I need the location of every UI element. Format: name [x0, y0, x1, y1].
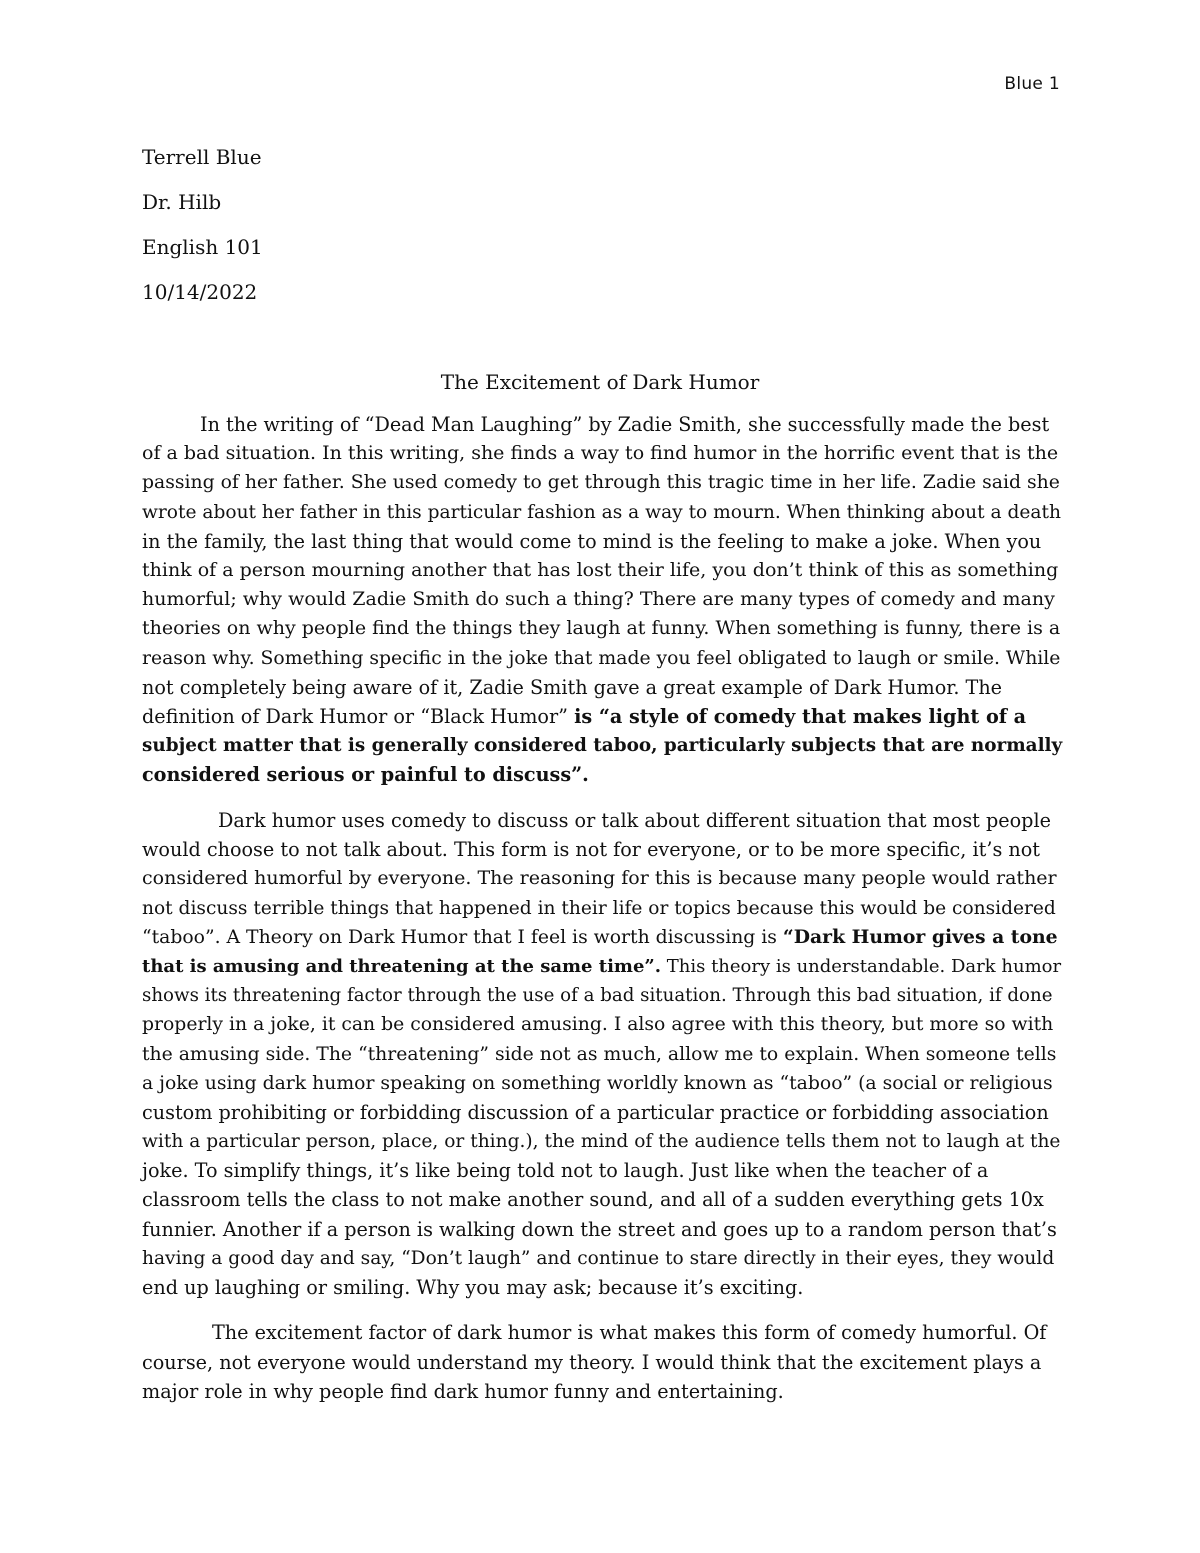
- paragraph-line: think of a person mourning another that has lost their life, you don’t think of this as something: [142, 558, 1059, 581]
- theory-lead-text: “taboo”. A Theory on Dark Humor that I feel is worth discussing is: [142, 926, 783, 948]
- theory-quote-bold: that is amusing and threatening at the same time”.: [142, 955, 662, 977]
- course-name: English 101: [142, 235, 263, 259]
- paragraph-line: having a good day and say, “Don’t laugh” and continue to stare directly in their eyes, they would: [142, 1247, 1055, 1269]
- paragraph-line: reason why. Something specific in the joke that made you feel obligated to laugh or smile. While: [142, 647, 1061, 669]
- paragraph-line: [142, 952, 1062, 981]
- paragraph-line: not completely being aware of it, Zadie Smith gave a great example of Dark Humor. The: [142, 675, 1003, 699]
- paragraph-line: custom prohibiting or forbidding discussion of a particular practice or forbidding association: [142, 1100, 1049, 1124]
- paragraph-line: major role in why people find dark humor funny and entertaining.: [142, 1380, 784, 1403]
- running-header: Blue 1: [1004, 74, 1060, 94]
- paragraph-line: [142, 923, 1062, 952]
- paragraph-line: shows its threatening factor through the use of a bad situation. Through this bad situation, if done: [142, 985, 1053, 1007]
- author-heading-block: [142, 143, 263, 323]
- paragraph-line: [142, 760, 1062, 789]
- paragraph-2: [142, 806, 1062, 1302]
- paragraph-line: properly in a joke, it can be considered amusing. I also agree with this theory, but more so with: [142, 1014, 1054, 1036]
- paragraph-line: joke. To simplify things, it’s like being told not to laugh. Just like when the teacher of a: [142, 1159, 989, 1183]
- paragraph-line: The excitement factor of dark humor is what makes this form of comedy humorful. Of: [212, 1321, 1047, 1344]
- paragraph-line: Dark humor uses comedy to discuss or talk about different situation that most people: [218, 809, 1051, 832]
- definition-quote-bold: considered serious or painful to discuss”.: [142, 763, 589, 787]
- theory-follow-text: This theory is understandable. Dark humor: [661, 955, 1062, 977]
- paragraph-line: course, not everyone would understand my theory. I would think that the excitement plays a: [142, 1350, 1042, 1374]
- paragraph-1: [142, 410, 1062, 789]
- paragraph-line: wrote about her father in this particular fashion as a way to mourn. When thinking about a death: [142, 501, 1061, 523]
- document-title: The Excitement of Dark Humor: [440, 370, 760, 394]
- paragraph-3: [142, 1318, 1062, 1407]
- paragraph-line: [142, 702, 1062, 731]
- definition-quote-bold: subject matter that is generally considered taboo, particularly subjects that are normally: [142, 735, 1063, 757]
- paragraph-line: in the family, the last thing that would come to mind is the feeling to make a joke. When you: [142, 529, 1042, 553]
- paragraph-line: classroom tells the class to not make another sound, and all of a sudden everything gets 10x: [142, 1188, 1044, 1212]
- date: 10/14/2022: [142, 280, 258, 304]
- paragraph-line: the amusing side. The “threatening” side not as much, allow me to explain. When someone tells: [142, 1043, 1057, 1065]
- paragraph-line: funnier. Another if a person is walking down the street and goes up to a random person that’s: [142, 1217, 1057, 1241]
- definition-quote-bold: is “a style of comedy that makes light of a: [574, 704, 1027, 728]
- paragraph-line: with a particular person, place, or thing.), the mind of the audience tells them not to laugh at the: [142, 1131, 1061, 1153]
- paragraph-line: humorful; why would Zadie Smith do such a thing? There are many types of comedy and many: [142, 588, 1055, 611]
- paragraph-line: [142, 731, 1062, 760]
- author-name: Terrell Blue: [142, 145, 262, 169]
- paragraph-line: a joke using dark humor speaking on something worldly known as “taboo” (a social or religious: [142, 1072, 1053, 1094]
- paragraph-line: passing of her father. She used comedy to get through this tragic time in her life. Zadie said she: [142, 472, 1060, 494]
- paragraph-line: of a bad situation. In this writing, she finds a way to find humor in the horrific event that is the: [142, 442, 1059, 465]
- definition-lead-text: definition of Dark Humor or “Black Humor”: [142, 704, 575, 728]
- paragraph-line: not discuss terrible things that happened in their life or topics because this would be considered: [142, 897, 1056, 919]
- paragraph-line: In the writing of “Dead Man Laughing” by Zadie Smith, she successfully made the best: [200, 413, 1050, 436]
- theory-quote-bold: “Dark Humor gives a tone: [782, 925, 1058, 948]
- paragraph-line: considered humorful by everyone. The reasoning for this is because many people would rather: [142, 867, 1057, 890]
- paragraph-line: theories on why people find the things they laugh at funny. When something is funny, there is a: [142, 617, 1061, 640]
- instructor-name: Dr. Hilb: [142, 190, 222, 214]
- paragraph-line: end up laughing or smiling. Why you may ask; because it’s exciting.: [142, 1276, 804, 1299]
- paragraph-line: would choose to not talk about. This form is not for everyone, or to be more specific, it’s not: [142, 838, 1041, 862]
